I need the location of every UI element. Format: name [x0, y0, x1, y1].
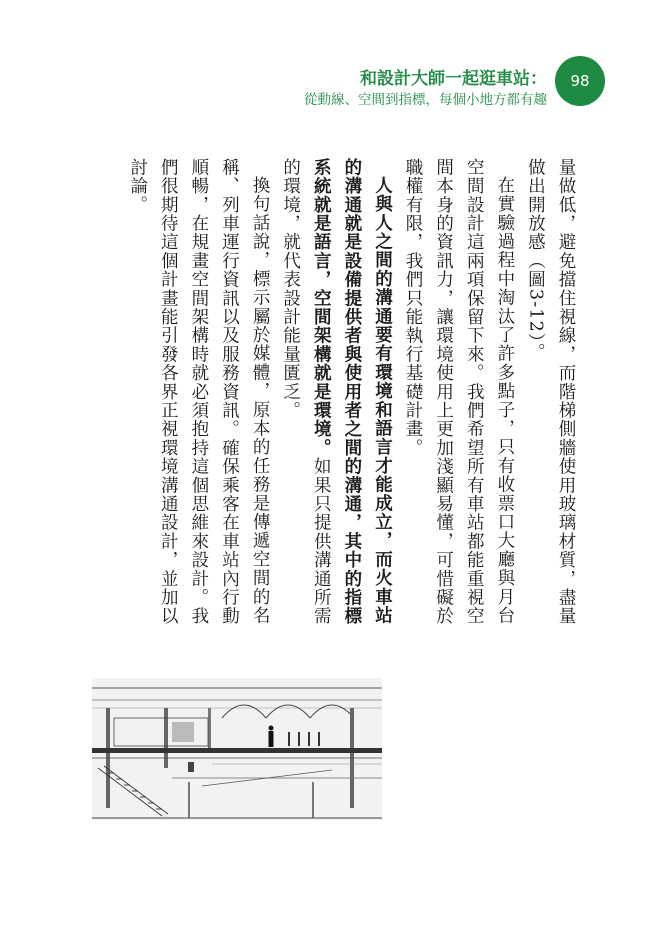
paragraph: 在實驗過程中淘汰了許多點子，只有收票口大廳與月台空間設計這兩項保留下來。我們希望所有車站都能重視空間本身的資訊力，讓環境使用上更加淺顯易懂，可惜礙於職權有限，我們只能執行基礎計畫。: [403, 158, 515, 626]
paragraph: 換句話說，標示屬於媒體，原本的任務是傳遞空間的名稱、列車運行資訊以及服務資訊。確保乘客在車站內行動順暢，在規畫空間架構時就必須抱持這個思維來設計。我們很期待這個計畫能引發各界正視環境溝通設計，並加以討論。: [127, 158, 271, 626]
book-subtitle: 從動線、空間到指標，每個小地方都有趣: [304, 92, 547, 108]
paragraph-emphasis: [275, 158, 397, 636]
paragraph: 量做低，避免擋住視線，而階梯側牆使用玻璃材質，盡量做出開放感（圖3-12）。: [525, 158, 576, 626]
page-header: [0, 0, 663, 120]
page-number-badge: 98: [555, 56, 605, 106]
vertical-body-text: [127, 158, 581, 636]
station-section-sketch: [92, 678, 382, 820]
paragraph-continuation: 如果只提供溝通所需的環境，就代表設計能量匱乏。: [280, 158, 332, 626]
book-title: 和設計大師一起逛車站：: [360, 69, 547, 89]
sketch-drawing: [92, 678, 382, 820]
bold-statement: 人與人之間的溝通要有環境和語言才能成立，而火車站的溝通就是設備提供者與使用者之間的溝通，其中的指標系統就是語言，空間架構就是環境。: [311, 158, 393, 626]
